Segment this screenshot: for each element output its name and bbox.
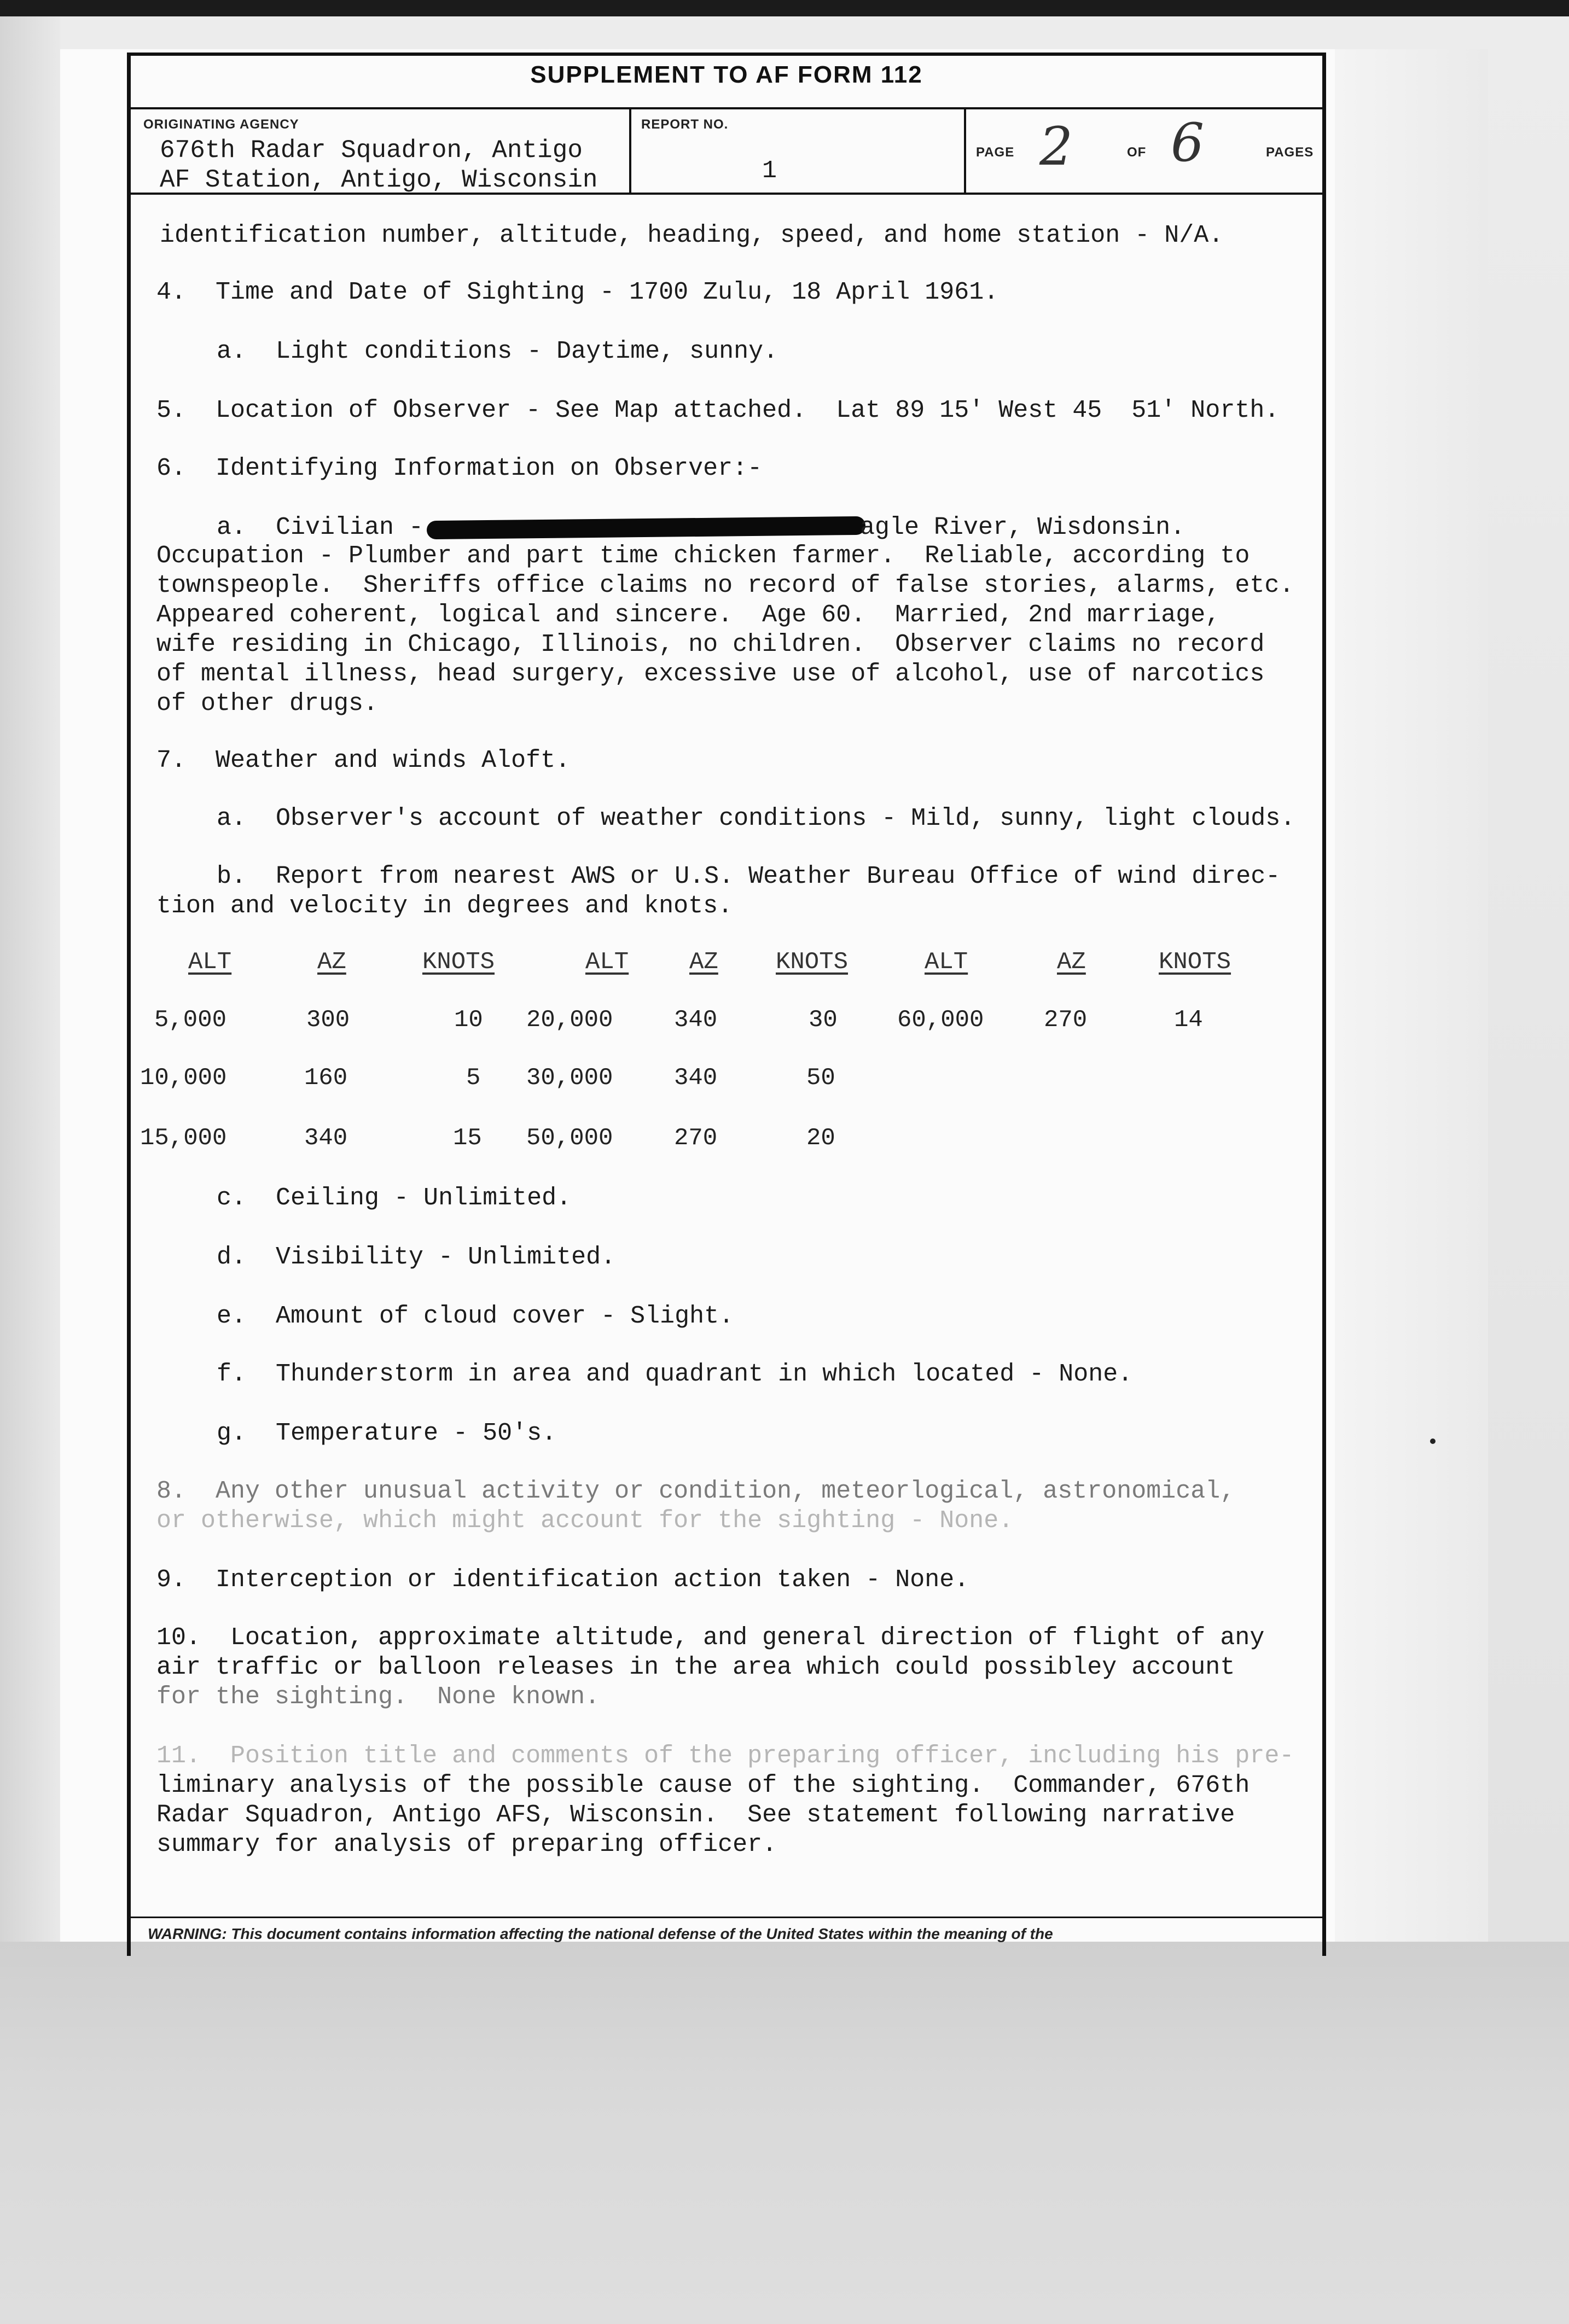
table-header-alt-2: ALT bbox=[585, 948, 629, 976]
item-8-line2: or otherwise, which might account for the sighting - None. bbox=[156, 1507, 1014, 1535]
item-6a-line2: Occupation - Plumber and part time chicken farmer. Reliable, according to bbox=[156, 542, 1250, 570]
table-cell: 30 bbox=[809, 1006, 838, 1034]
table-header-az-1: AZ bbox=[317, 948, 346, 976]
table-cell: 15,000 bbox=[140, 1125, 227, 1152]
paper-right-margin bbox=[1335, 49, 1488, 1942]
item-7f-thunderstorm: f. Thunderstorm in area and quadrant in which located - None. bbox=[217, 1360, 1133, 1388]
total-pages-handwritten: 6 bbox=[1171, 112, 1205, 173]
table-header-knots-2: KNOTS bbox=[776, 948, 849, 976]
report-no-label: REPORT NO. bbox=[641, 117, 729, 132]
item-11-line3: Radar Squadron, Antigo AFS, Wisconsin. See statement following narrative bbox=[156, 1801, 1235, 1829]
item-7b-line1: b. Report from nearest AWS or U.S. Weather Bureau Office of wind direc- bbox=[217, 863, 1281, 890]
footer-divider bbox=[127, 1917, 1326, 1918]
table-cell: 5,000 bbox=[154, 1006, 227, 1034]
security-warning-footer: WARNING: This document contains information affecting the national defense of the United States within the meaning of the bbox=[148, 1925, 1053, 1942]
table-cell: 340 bbox=[674, 1064, 718, 1092]
header-divider-top bbox=[127, 107, 1326, 109]
pages-label: PAGES bbox=[1266, 145, 1314, 160]
table-cell: 60,000 bbox=[897, 1006, 984, 1034]
page-number-handwritten: 2 bbox=[1039, 116, 1073, 177]
table-cell: 20,000 bbox=[526, 1006, 613, 1034]
table-header-az-2: AZ bbox=[689, 948, 718, 976]
continuation-line: identification number, altitude, heading, speed, and home station - N/A. bbox=[160, 222, 1224, 249]
scan-top-edge bbox=[0, 0, 1569, 16]
table-cell: 340 bbox=[304, 1125, 348, 1152]
originating-agency-line1: 676th Radar Squadron, Antigo bbox=[160, 136, 583, 165]
item-4a-light-conditions: a. Light conditions - Daytime, sunny. bbox=[217, 337, 778, 365]
scan-left-shadow bbox=[0, 16, 60, 1942]
item-7a-observer-weather: a. Observer's account of weather conditions - Mild, sunny, light clouds. bbox=[217, 805, 1295, 832]
table-header-knots-1: KNOTS bbox=[422, 948, 495, 976]
table-cell: 10,000 bbox=[140, 1064, 227, 1092]
table-header-alt-3: ALT bbox=[925, 948, 968, 976]
item-9-interception: 9. Interception or identification action taken - None. bbox=[156, 1566, 969, 1594]
table-cell: 20 bbox=[806, 1125, 835, 1152]
item-11-line1: 11. Position title and comments of the preparing officer, including his pre- bbox=[156, 1742, 1294, 1770]
table-cell: 300 bbox=[306, 1006, 350, 1034]
table-header-alt-1: ALT bbox=[188, 948, 232, 976]
page-label: PAGE bbox=[976, 145, 1015, 160]
item-5-location: 5. Location of Observer - See Map attached. Lat 89 15' West 45 51' North. bbox=[156, 397, 1280, 424]
table-cell: 270 bbox=[1044, 1006, 1088, 1034]
item-6a-civilian: a. Civilian - bbox=[217, 514, 424, 541]
item-7e-cloud-cover: e. Amount of cloud cover - Slight. bbox=[217, 1302, 734, 1330]
item-6a-line6: of mental illness, head surgery, excessive use of alcohol, use of narcotics bbox=[156, 660, 1265, 688]
item-10-line3: for the sighting. None known. bbox=[156, 1683, 600, 1711]
item-7d-visibility: d. Visibility - Unlimited. bbox=[217, 1243, 616, 1271]
table-header-az-3: AZ bbox=[1057, 948, 1086, 976]
table-cell: 50 bbox=[806, 1064, 835, 1092]
scan-bottom-area bbox=[0, 1942, 1569, 2324]
table-cell: 30,000 bbox=[526, 1064, 613, 1092]
item-6a-location: agle River, Wisdonsin. bbox=[860, 514, 1186, 541]
header-divider-col2 bbox=[964, 107, 966, 194]
item-10-line1: 10. Location, approximate altitude, and general direction of flight of any bbox=[156, 1624, 1265, 1652]
item-7c-ceiling: c. Ceiling - Unlimited. bbox=[217, 1184, 572, 1212]
table-cell: 340 bbox=[674, 1006, 718, 1034]
table-cell: 160 bbox=[304, 1064, 348, 1092]
item-6-observer-info: 6. Identifying Information on Observer:- bbox=[156, 455, 763, 482]
table-cell: 15 bbox=[453, 1125, 482, 1152]
table-cell: 5 bbox=[466, 1064, 481, 1092]
of-label: OF bbox=[1127, 145, 1147, 160]
originating-agency-label: ORIGINATING AGENCY bbox=[143, 117, 299, 132]
item-4-time-date: 4. Time and Date of Sighting - 1700 Zulu, 18 April 1961. bbox=[156, 278, 999, 306]
form-title: SUPPLEMENT TO AF FORM 112 bbox=[530, 61, 923, 88]
item-6a-line3: townspeople. Sheriffs office claims no record of false stories, alarms, etc. bbox=[156, 572, 1294, 599]
table-header-knots-3: KNOTS bbox=[1159, 948, 1231, 976]
item-7b-line2: tion and velocity in degrees and knots. bbox=[156, 892, 733, 920]
item-10-line2: air traffic or balloon releases in the area which could possibley account bbox=[156, 1653, 1235, 1681]
stray-mark bbox=[1430, 1438, 1436, 1444]
item-6a-line5: wife residing in Chicago, Illinois, no children. Observer claims no record bbox=[156, 631, 1265, 659]
item-6a-line4: Appeared coherent, logical and sincere. Age 60. Married, 2nd marriage, bbox=[156, 601, 1221, 629]
item-7-weather: 7. Weather and winds Aloft. bbox=[156, 747, 571, 774]
table-cell: 14 bbox=[1174, 1006, 1203, 1034]
table-cell: 270 bbox=[674, 1125, 718, 1152]
report-no-value: 1 bbox=[762, 157, 777, 185]
item-11-line4: summary for analysis of preparing officer. bbox=[156, 1831, 777, 1859]
item-11-line2: liminary analysis of the possible cause of the sighting. Commander, 676th bbox=[156, 1772, 1250, 1799]
table-cell: 10 bbox=[454, 1006, 483, 1034]
item-7g-temperature: g. Temperature - 50's. bbox=[217, 1419, 557, 1447]
item-8-line1: 8. Any other unusual activity or condition, meteorlogical, astronomical, bbox=[156, 1477, 1235, 1505]
table-cell: 50,000 bbox=[526, 1125, 613, 1152]
originating-agency-line2: AF Station, Antigo, Wisconsin bbox=[160, 166, 598, 194]
item-6a-line7: of other drugs. bbox=[156, 690, 379, 718]
header-divider-col1 bbox=[629, 107, 631, 194]
